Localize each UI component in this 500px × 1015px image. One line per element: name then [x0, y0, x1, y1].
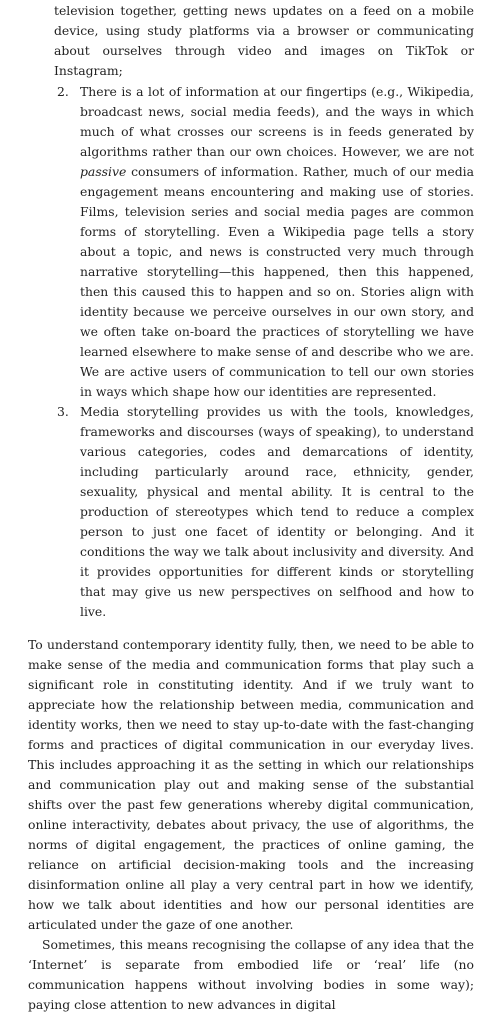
list-number: 3.	[57, 404, 69, 419]
body-paragraph-2: Sometimes, this means recognising the collapse of any idea that the ‘Internet’ is separate from embodied life or ‘real’ life (no communication happens without involving bodies in some way); paying close attention to new advances in digital	[28, 937, 474, 1012]
list-item-2	[54, 82, 474, 402]
list-number: 2.	[57, 84, 69, 99]
body-paragraph-1: To understand contemporary identity fully, then, we need to be able to make sense of the media and communication forms that play such a significant role in constituting identity. And if we truly want to appreciate how the relationship between media, communication and identity works, then we need to stay up-to-date with the fast-changing forms and practices of digital communication in our everyday lives. This includes approaching it as the setting in which our relationships and communication play out and making sense of the substantial shifts over the past few generations whereby digital communication, online interactivity, debates about privacy, the use of algorithms, the norms of digital engagement, the practices of online gaming, the reliance on artificial decision-making tools and the increasing disinformation online all play a very central part in how we identify, how we talk about identities and how our personal identities are articulated under the gaze of one another.	[28, 637, 474, 932]
list-item-3	[54, 402, 474, 622]
paragraph-gap	[28, 622, 474, 635]
list-item-1-continuation-text: television together, getting news updates on a feed on a mobile device, using study platforms via a browser or communicating about ourselves through video and images on TikTok or Instagram;	[54, 3, 474, 78]
document-page	[28, 0, 474, 1012]
list-item-text: There is a lot of information at our fingertips (e.g., Wikipedia, broadcast news, social media feeds), and the ways in which much of what crosses our screens is in feeds generated by algorithms rather than our own choices. However, we are not passive consumers of information. Rather, much of our media engagement means encountering and making use of stories. Films, television series and social media pages are common forms of storytelling. Even a Wikipedia page tells a story about a topic, and news is constructed very much through narrative storytelling—this happened, then this happened, then this caused this to happen and so on. Stories align with identity because we perceive ourselves in our own story, and we often take on-board the practices of storytelling we have learned elsewhere to make sense of and describe who we are. We are active users of communication to tell our own stories in ways which shape how our identities are represented.	[80, 84, 474, 399]
emphasis-text: passive	[80, 164, 127, 179]
list-item-text: Media storytelling provides us with the tools, knowledges, frameworks and discourses (ways of speaking), to understand various categories, codes and demarcations of identity, including particularly around race, ethnicity, gender, sexuality, physical and mental ability. It is central to the production of stereotypes which tend to reduce a complex person to just one facet of identity or belonging. And it conditions the way we talk about inclusivity and diversity. And it provides opportunities for different kinds or storytelling that may give us new perspectives on selfhood and how to live.	[80, 404, 474, 619]
list-continuation	[28, 1, 474, 81]
numbered-list	[28, 82, 474, 622]
